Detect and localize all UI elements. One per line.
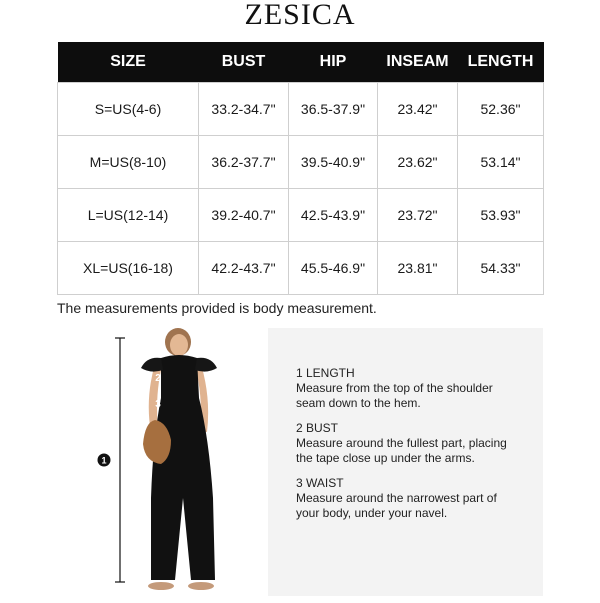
header-hip: HIP [289, 42, 378, 83]
guide-item-length [296, 366, 536, 411]
guide-title-length: 1 LENGTH [296, 366, 355, 380]
cell-length: 53.14" [458, 136, 544, 189]
face-shape [170, 334, 188, 356]
header-length: LENGTH [458, 42, 544, 83]
cell-length: 54.33" [458, 242, 544, 295]
guide-desc-line: the tape close up under the arms. [296, 451, 475, 465]
right-sleeve-shape [195, 358, 217, 372]
measurement-note: The measurements provided is body measurement. [57, 300, 377, 316]
header-bust: BUST [199, 42, 289, 83]
cell-hip: 39.5-40.9" [289, 136, 378, 189]
guide-item-waist [296, 476, 536, 521]
cell-bust: 39.2-40.7" [199, 189, 289, 242]
cell-inseam: 23.72" [378, 189, 458, 242]
cell-bust: 42.2-43.7" [199, 242, 289, 295]
cell-bust: 36.2-37.7" [199, 136, 289, 189]
cell-size: S=US(4-6) [58, 83, 199, 136]
cell-inseam: 23.81" [378, 242, 458, 295]
left-sleeve-shape [141, 358, 163, 372]
brand-logo: ZESICA [244, 0, 356, 31]
table-row [58, 242, 544, 295]
guide-title-waist: 3 WAIST [296, 476, 344, 490]
table-row [58, 136, 544, 189]
guide-desc-line: your body, under your navel. [296, 506, 448, 520]
cell-hip: 36.5-37.9" [289, 83, 378, 136]
header-size: SIZE [58, 42, 199, 83]
guide-desc-line: Measure from the top of the shoulder [296, 381, 493, 395]
size-chart-table [57, 42, 544, 295]
cell-size: XL=US(16-18) [58, 242, 199, 295]
cell-inseam: 23.62" [378, 136, 458, 189]
jumpsuit-illustration [95, 328, 255, 598]
model-figure [95, 328, 255, 598]
cell-hip: 42.5-43.9" [289, 189, 378, 242]
table-row [58, 189, 544, 242]
cell-length: 52.36" [458, 83, 544, 136]
right-foot-shape [188, 582, 214, 590]
cell-bust: 33.2-34.7" [199, 83, 289, 136]
measurement-guide-panel [268, 328, 543, 596]
cell-size: M=US(8-10) [58, 136, 199, 189]
guide-title-bust: 2 BUST [296, 421, 339, 435]
cell-size: L=US(12-14) [58, 189, 199, 242]
left-foot-shape [148, 582, 174, 590]
table-row [58, 83, 544, 136]
cell-length: 53.93" [458, 189, 544, 242]
marker-waist-label: 3 [155, 399, 161, 410]
header-inseam: INSEAM [378, 42, 458, 83]
cell-inseam: 23.42" [378, 83, 458, 136]
guide-item-bust [296, 421, 536, 466]
cell-hip: 45.5-46.9" [289, 242, 378, 295]
marker-bust-label: 2 [155, 373, 161, 384]
guide-desc-line: Measure around the fullest part, placing [296, 436, 507, 450]
table-header-row [58, 42, 544, 83]
guide-desc-line: Measure around the narrowest part of [296, 491, 497, 505]
marker-length [98, 454, 111, 467]
guide-desc-line: seam down to the hem. [296, 396, 421, 410]
marker-length-label: 1 [101, 455, 107, 466]
